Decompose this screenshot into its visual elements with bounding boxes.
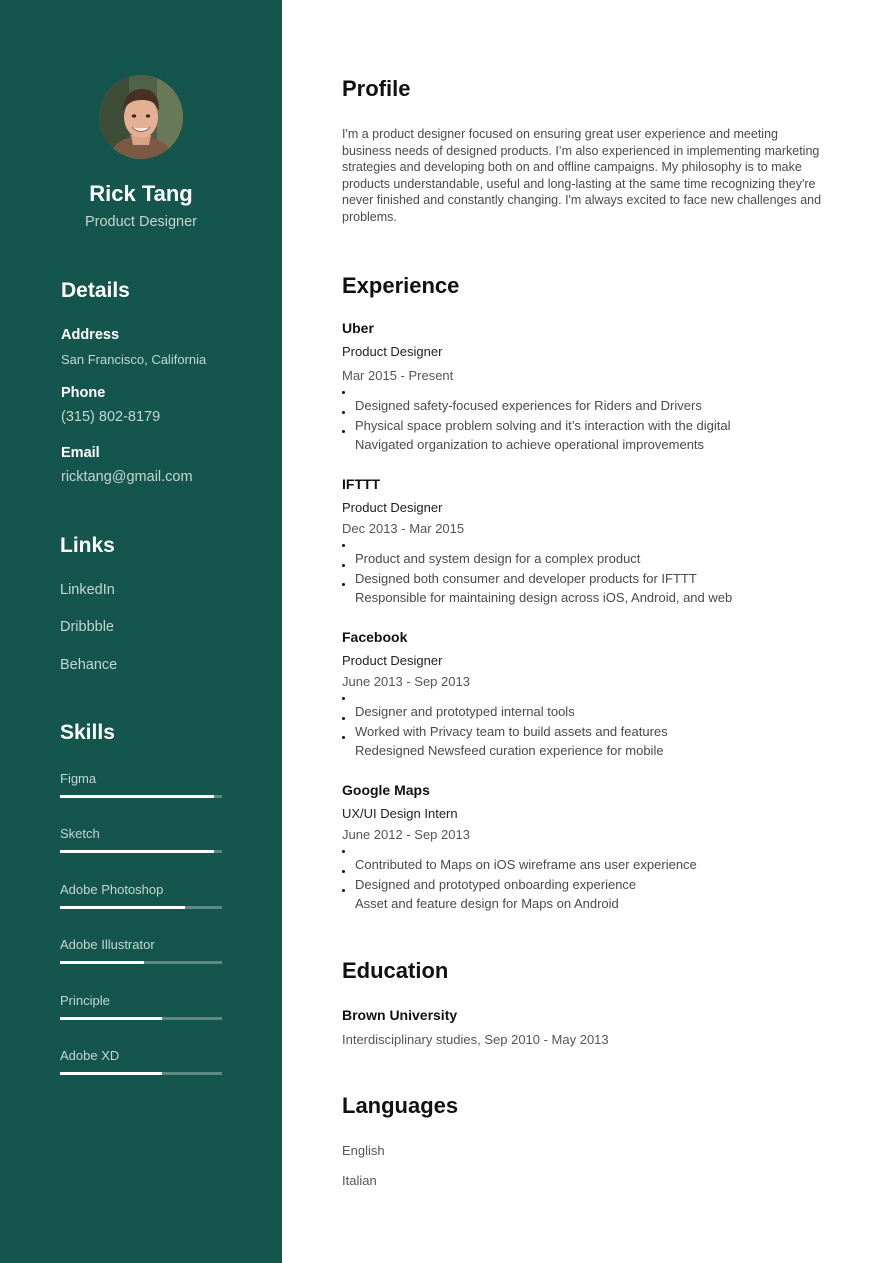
skill-name: Sketch [60,826,100,841]
list-item [342,724,822,744]
education-school: Brown University [342,1007,458,1023]
language-item: English [342,1143,385,1158]
job-bullets [342,551,822,610]
job-title: UX/UI Design Intern [342,806,458,821]
bullet-dot-icon [342,391,345,394]
bullet-text: Navigated organization to achieve operational improvements [355,437,705,452]
job-title: Product Designer [342,653,443,668]
address-value: San Francisco, California [61,352,207,367]
list-item [342,551,822,571]
language-item: Italian [342,1173,377,1188]
skill-bar [60,1072,222,1075]
list-item [342,896,822,916]
email-label: Email [61,445,100,461]
job-bullets [342,857,822,916]
list-item [342,571,822,591]
bullet-text: Asset and feature design for Maps on Android [355,896,619,911]
bullet-text: Responsible for maintaining design across iOS, Android, and web [355,590,733,605]
phone-value: (315) 802-8179 [61,409,161,425]
email-value: ricktang@gmail.com [61,469,193,485]
job-company: Facebook [342,629,408,645]
list-item [342,857,822,877]
job-company: Uber [342,320,374,336]
bullet-dot-icon [342,583,345,586]
experience-heading: Experience [342,273,460,298]
skill-bar [60,1017,222,1020]
bullet-dot-icon [342,850,345,853]
list-item [342,877,822,897]
list-item [342,437,822,457]
bullet-dot-icon [342,411,345,414]
bullet-dot-icon [342,544,345,547]
skill-name: Principle [60,993,110,1008]
phone-label: Phone [61,385,106,401]
bullet-text: Worked with Privacy team to build assets and features [355,723,668,739]
skill-name: Adobe Illustrator [60,937,155,952]
job-dates: Mar 2015 - Present [342,368,454,383]
bullet-dot-icon [342,736,345,739]
bullet-dot-icon [342,889,345,892]
skill-bar [60,961,222,964]
bullet-text: Contributed to Maps on iOS wireframe ans user experience [355,857,697,872]
candidate-name: Rick Tang [89,181,193,206]
candidate-role: Product Designer [84,214,198,230]
avatar [99,75,183,159]
job-title: Product Designer [342,500,443,515]
list-item [342,398,822,418]
bullet-dot-icon [342,430,345,433]
education-detail: Interdisciplinary studies, Sep 2010 - May 2013 [342,1032,609,1047]
bullet-text: Redesigned Newsfeed curation experience for mobile [355,743,664,758]
list-item [342,743,822,763]
list-item [342,590,822,610]
languages-heading: Languages [342,1093,459,1118]
skill-bar [60,850,222,853]
link-dribbble[interactable]: Dribbble [60,619,114,635]
bullet-text: Designed and prototyped onboarding experience [355,876,637,892]
skill-bar-fill [60,1017,162,1020]
skills-heading: Skills [60,721,115,744]
link-linkedin[interactable]: LinkedIn [60,582,115,598]
skill-bar-fill [60,906,185,909]
list-item [342,418,822,438]
bullet-text: Product and system design for a complex product [355,551,641,566]
skill-bar-fill [60,795,214,798]
bullet-text: Designed safety-focused experiences for Riders and Drivers [355,398,702,413]
job-dates: June 2013 - Sep 2013 [342,674,470,689]
bullet-text: Designed both consumer and developer products for IFTTT [355,570,697,586]
bullet-text: Designer and prototyped internal tools [355,704,575,719]
job-title: Product Designer [342,344,443,359]
profile-heading: Profile [342,76,411,101]
job-company: Google Maps [342,782,430,798]
sidebar [0,0,282,1263]
skill-name: Adobe Photoshop [60,882,164,897]
education-heading: Education [342,958,449,983]
skill-bar [60,906,222,909]
bullet-dot-icon [342,717,345,720]
links-heading: Links [60,534,115,557]
profile-text: I'm a product designer focused on ensuring great user experience and meeting business needs of designed products. I’m also experienced in implementing marketing strategies and developing both on and offline campaigns. My philosophy is to make products understandable, useful and long-lasting at the same time recognizing they're never finished and constantly changing. I'm always excited to face new challenges and problems. [342,127,822,224]
skill-name: Adobe XD [60,1048,120,1063]
link-behance[interactable]: Behance [60,657,118,673]
job-dates: June 2012 - Sep 2013 [342,827,470,842]
job-company: IFTTT [342,476,381,492]
job-bullets [342,398,822,457]
job-dates: Dec 2013 - Mar 2015 [342,521,465,536]
details-heading: Details [61,279,130,302]
bullet-dot-icon [342,564,345,567]
skill-bar-fill [60,961,144,964]
skill-bar-fill [60,1072,162,1075]
skill-name: Figma [60,771,97,786]
skill-bar-fill [60,850,214,853]
bullet-dot-icon [342,870,345,873]
bullet-dot-icon [342,697,345,700]
job-bullets [342,704,822,763]
bullet-text: Physical space problem solving and it’s interaction with the digital [355,417,731,433]
address-label: Address [61,327,120,343]
skill-bar [60,795,222,798]
list-item [342,704,822,724]
